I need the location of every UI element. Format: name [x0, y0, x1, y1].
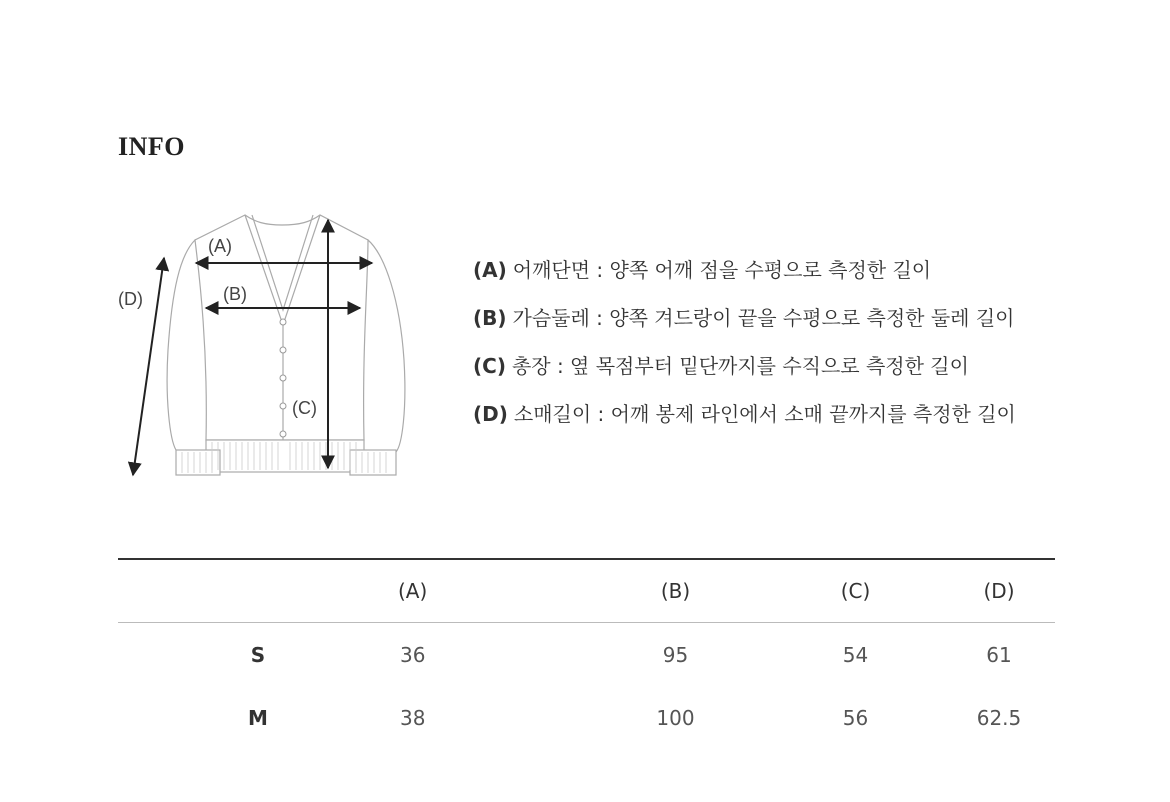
- label-d: (D): [118, 289, 143, 309]
- table-header-row: [118, 559, 1055, 623]
- value-c: 54: [842, 642, 869, 667]
- legend-item-c: (C) 총장 : 옆 목점부터 밑단까지를 수직으로 측정한 길이: [473, 354, 969, 378]
- legend-item-a: (A) 어깨단면 : 양쪽 어깨 점을 수평으로 측정한 길이: [473, 258, 932, 282]
- value-b: 95: [662, 642, 689, 667]
- header-a: (A): [398, 579, 428, 603]
- cardigan-diagram: [100, 200, 440, 500]
- header-d: (D): [983, 579, 1015, 603]
- value-b: 100: [656, 705, 695, 730]
- page-title: INFO: [118, 132, 185, 161]
- size-label: S: [250, 642, 266, 667]
- value-a: 36: [400, 642, 426, 667]
- value-c: 56: [842, 705, 869, 730]
- size-label: M: [248, 705, 268, 730]
- header-b: (B): [660, 579, 691, 603]
- legend-item-b: (B) 가슴둘레 : 양쪽 겨드랑이 끝을 수평으로 측정한 둘레 길이: [473, 306, 1015, 330]
- value-d: 62.5: [976, 705, 1022, 730]
- table-row: [118, 623, 1055, 687]
- header-size: [118, 559, 398, 623]
- label-a: (A): [208, 236, 232, 256]
- legend-item-d: (D) 소매길이 : 어깨 봉제 라인에서 소매 끝까지를 측정한 길이: [473, 402, 1016, 426]
- label-b: (B): [223, 284, 247, 304]
- table-row: [118, 686, 1055, 749]
- cardigan-outline: [167, 215, 405, 475]
- size-table: [118, 558, 1055, 749]
- measurement-legend: [473, 258, 1113, 450]
- label-c: (C): [292, 398, 317, 418]
- header-c: (C): [840, 579, 871, 603]
- value-d: 61: [986, 642, 1012, 667]
- value-a: 38: [400, 705, 426, 730]
